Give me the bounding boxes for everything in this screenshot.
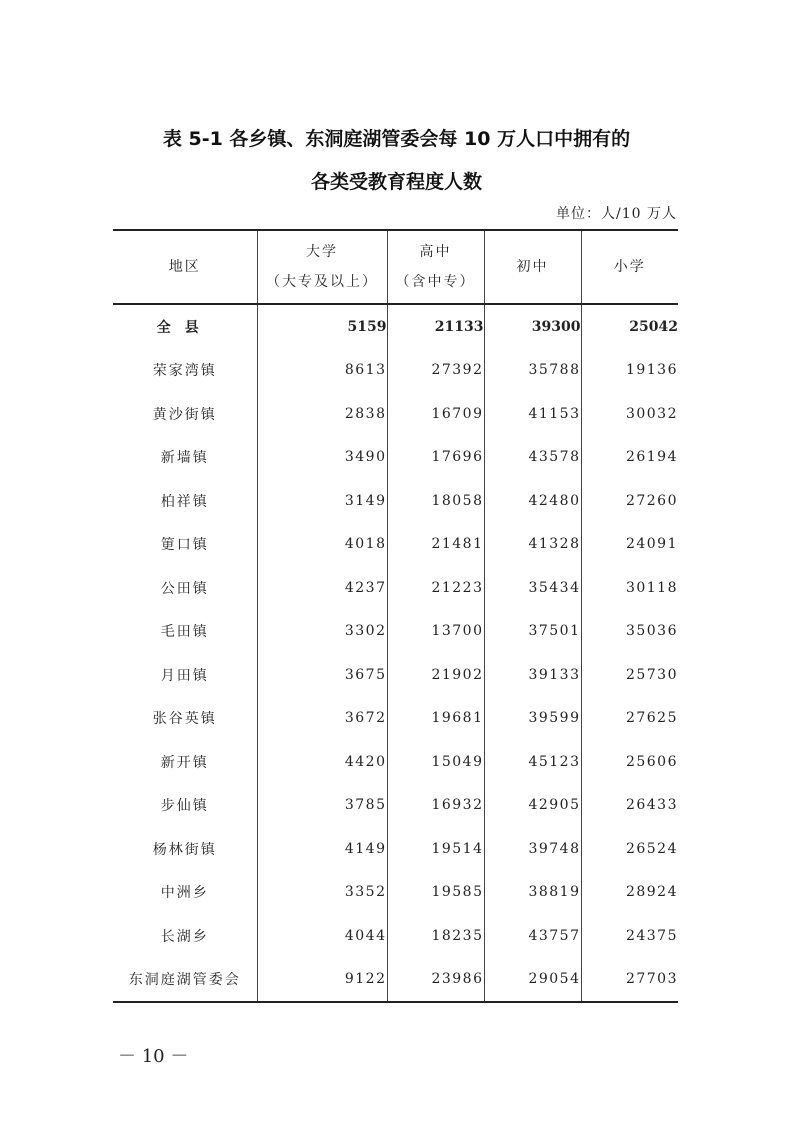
cell-high: 19514 [387, 827, 484, 871]
cell-college: 4018 [257, 523, 387, 567]
cell-high: 17696 [387, 436, 484, 480]
column-header-sublabel: （大专及以上） [266, 274, 378, 290]
cell-high: 21133 [387, 304, 484, 349]
cell-college: 5159 [257, 304, 387, 349]
cell-primary: 35036 [581, 610, 678, 654]
cell-college: 4044 [257, 914, 387, 958]
cell-high: 27392 [387, 349, 484, 393]
table-row [113, 740, 678, 784]
cell-primary: 24091 [581, 523, 678, 567]
cell-primary: 26524 [581, 827, 678, 871]
cell-primary: 19136 [581, 349, 678, 393]
table-row [113, 958, 678, 1003]
cell-college: 3490 [257, 436, 387, 480]
table-row [113, 610, 678, 654]
cell-college: 2838 [257, 392, 387, 436]
cell-primary: 25730 [581, 653, 678, 697]
table-row [113, 653, 678, 697]
cell-middle: 37501 [484, 610, 581, 654]
column-header [113, 230, 257, 304]
unit-label: 单位：人/10 万人 [556, 206, 677, 222]
column-header-label: 初中 [516, 259, 549, 275]
cell-college: 9122 [257, 958, 387, 1003]
cell-primary: 30032 [581, 392, 678, 436]
table-title-line2: 各类受教育程度人数 [310, 171, 482, 193]
table-row [113, 566, 678, 610]
cell-college: 3672 [257, 697, 387, 741]
cell-high: 21902 [387, 653, 484, 697]
cell-college: 3352 [257, 871, 387, 915]
cell-middle: 35434 [484, 566, 581, 610]
cell-region: 张谷英镇 [152, 711, 217, 728]
cell-college: 3149 [257, 479, 387, 523]
cell-middle: 35788 [484, 349, 581, 393]
cell-middle: 39599 [484, 697, 581, 741]
cell-middle: 29054 [484, 958, 581, 1003]
cell-middle: 41328 [484, 523, 581, 567]
cell-college: 3785 [257, 784, 387, 828]
cell-region: 荣家湾镇 [152, 363, 217, 380]
cell-region: 长湖乡 [160, 928, 209, 945]
cell-middle: 38819 [484, 871, 581, 915]
cell-high: 16932 [387, 784, 484, 828]
cell-region: 公田镇 [160, 580, 209, 597]
cell-primary: 28924 [581, 871, 678, 915]
column-header [581, 230, 678, 304]
cell-high: 18235 [387, 914, 484, 958]
table-row [113, 871, 678, 915]
cell-middle: 45123 [484, 740, 581, 784]
cell-primary: 26433 [581, 784, 678, 828]
cell-region: 步仙镇 [160, 798, 209, 815]
cell-college: 4237 [257, 566, 387, 610]
cell-high: 23986 [387, 958, 484, 1003]
cell-high: 19681 [387, 697, 484, 741]
cell-college: 3302 [257, 610, 387, 654]
cell-middle: 39748 [484, 827, 581, 871]
cell-high: 18058 [387, 479, 484, 523]
cell-region: 筻口镇 [160, 537, 209, 554]
cell-middle: 39300 [484, 304, 581, 349]
cell-college: 8613 [257, 349, 387, 393]
education-table [113, 229, 678, 1003]
column-header-sublabel: （含中专） [395, 274, 476, 290]
cell-high: 13700 [387, 610, 484, 654]
column-header [257, 230, 387, 304]
cell-middle: 42480 [484, 479, 581, 523]
cell-region: 月田镇 [160, 667, 209, 684]
cell-middle: 42905 [484, 784, 581, 828]
table-row [113, 436, 678, 480]
cell-primary: 25042 [581, 304, 678, 349]
cell-primary: 25606 [581, 740, 678, 784]
cell-primary: 27260 [581, 479, 678, 523]
table-row [113, 479, 678, 523]
table-row-total [113, 304, 678, 349]
cell-region: 全县 [156, 319, 213, 336]
cell-middle: 41153 [484, 392, 581, 436]
table-row [113, 784, 678, 828]
cell-primary: 30118 [581, 566, 678, 610]
cell-primary: 26194 [581, 436, 678, 480]
cell-college: 3675 [257, 653, 387, 697]
cell-high: 19585 [387, 871, 484, 915]
cell-region: 新开镇 [160, 754, 209, 771]
cell-high: 15049 [387, 740, 484, 784]
column-header-label: 高中 [419, 244, 452, 260]
table-header-row [113, 230, 678, 304]
cell-region: 柏祥镇 [160, 493, 209, 510]
cell-middle: 43578 [484, 436, 581, 480]
cell-college: 4420 [257, 740, 387, 784]
cell-high: 16709 [387, 392, 484, 436]
table-row [113, 523, 678, 567]
cell-region: 中洲乡 [160, 885, 209, 902]
cell-region: 毛田镇 [160, 624, 209, 641]
cell-middle: 43757 [484, 914, 581, 958]
column-header [387, 230, 484, 304]
table-title-line1: 表 5-1 各乡镇、东洞庭湖管委会每 10 万人口中拥有的 [162, 128, 631, 150]
cell-primary: 24375 [581, 914, 678, 958]
column-header-label: 小学 [613, 259, 646, 275]
table-row [113, 914, 678, 958]
cell-high: 21223 [387, 566, 484, 610]
table-row [113, 827, 678, 871]
cell-region: 杨林街镇 [152, 841, 217, 858]
column-header-label: 大学 [306, 244, 338, 260]
cell-region: 黄沙街镇 [152, 406, 217, 423]
cell-primary: 27703 [581, 958, 678, 1003]
column-header-label: 地区 [168, 259, 201, 275]
table-row [113, 349, 678, 393]
cell-high: 21481 [387, 523, 484, 567]
table-row [113, 392, 678, 436]
column-header [484, 230, 581, 304]
cell-primary: 27625 [581, 697, 678, 741]
cell-region: 东洞庭湖管委会 [128, 972, 241, 989]
cell-region: 新墙镇 [160, 450, 209, 467]
cell-college: 4149 [257, 827, 387, 871]
cell-middle: 39133 [484, 653, 581, 697]
table-row [113, 697, 678, 741]
page-number: － 10 － [118, 1046, 189, 1067]
